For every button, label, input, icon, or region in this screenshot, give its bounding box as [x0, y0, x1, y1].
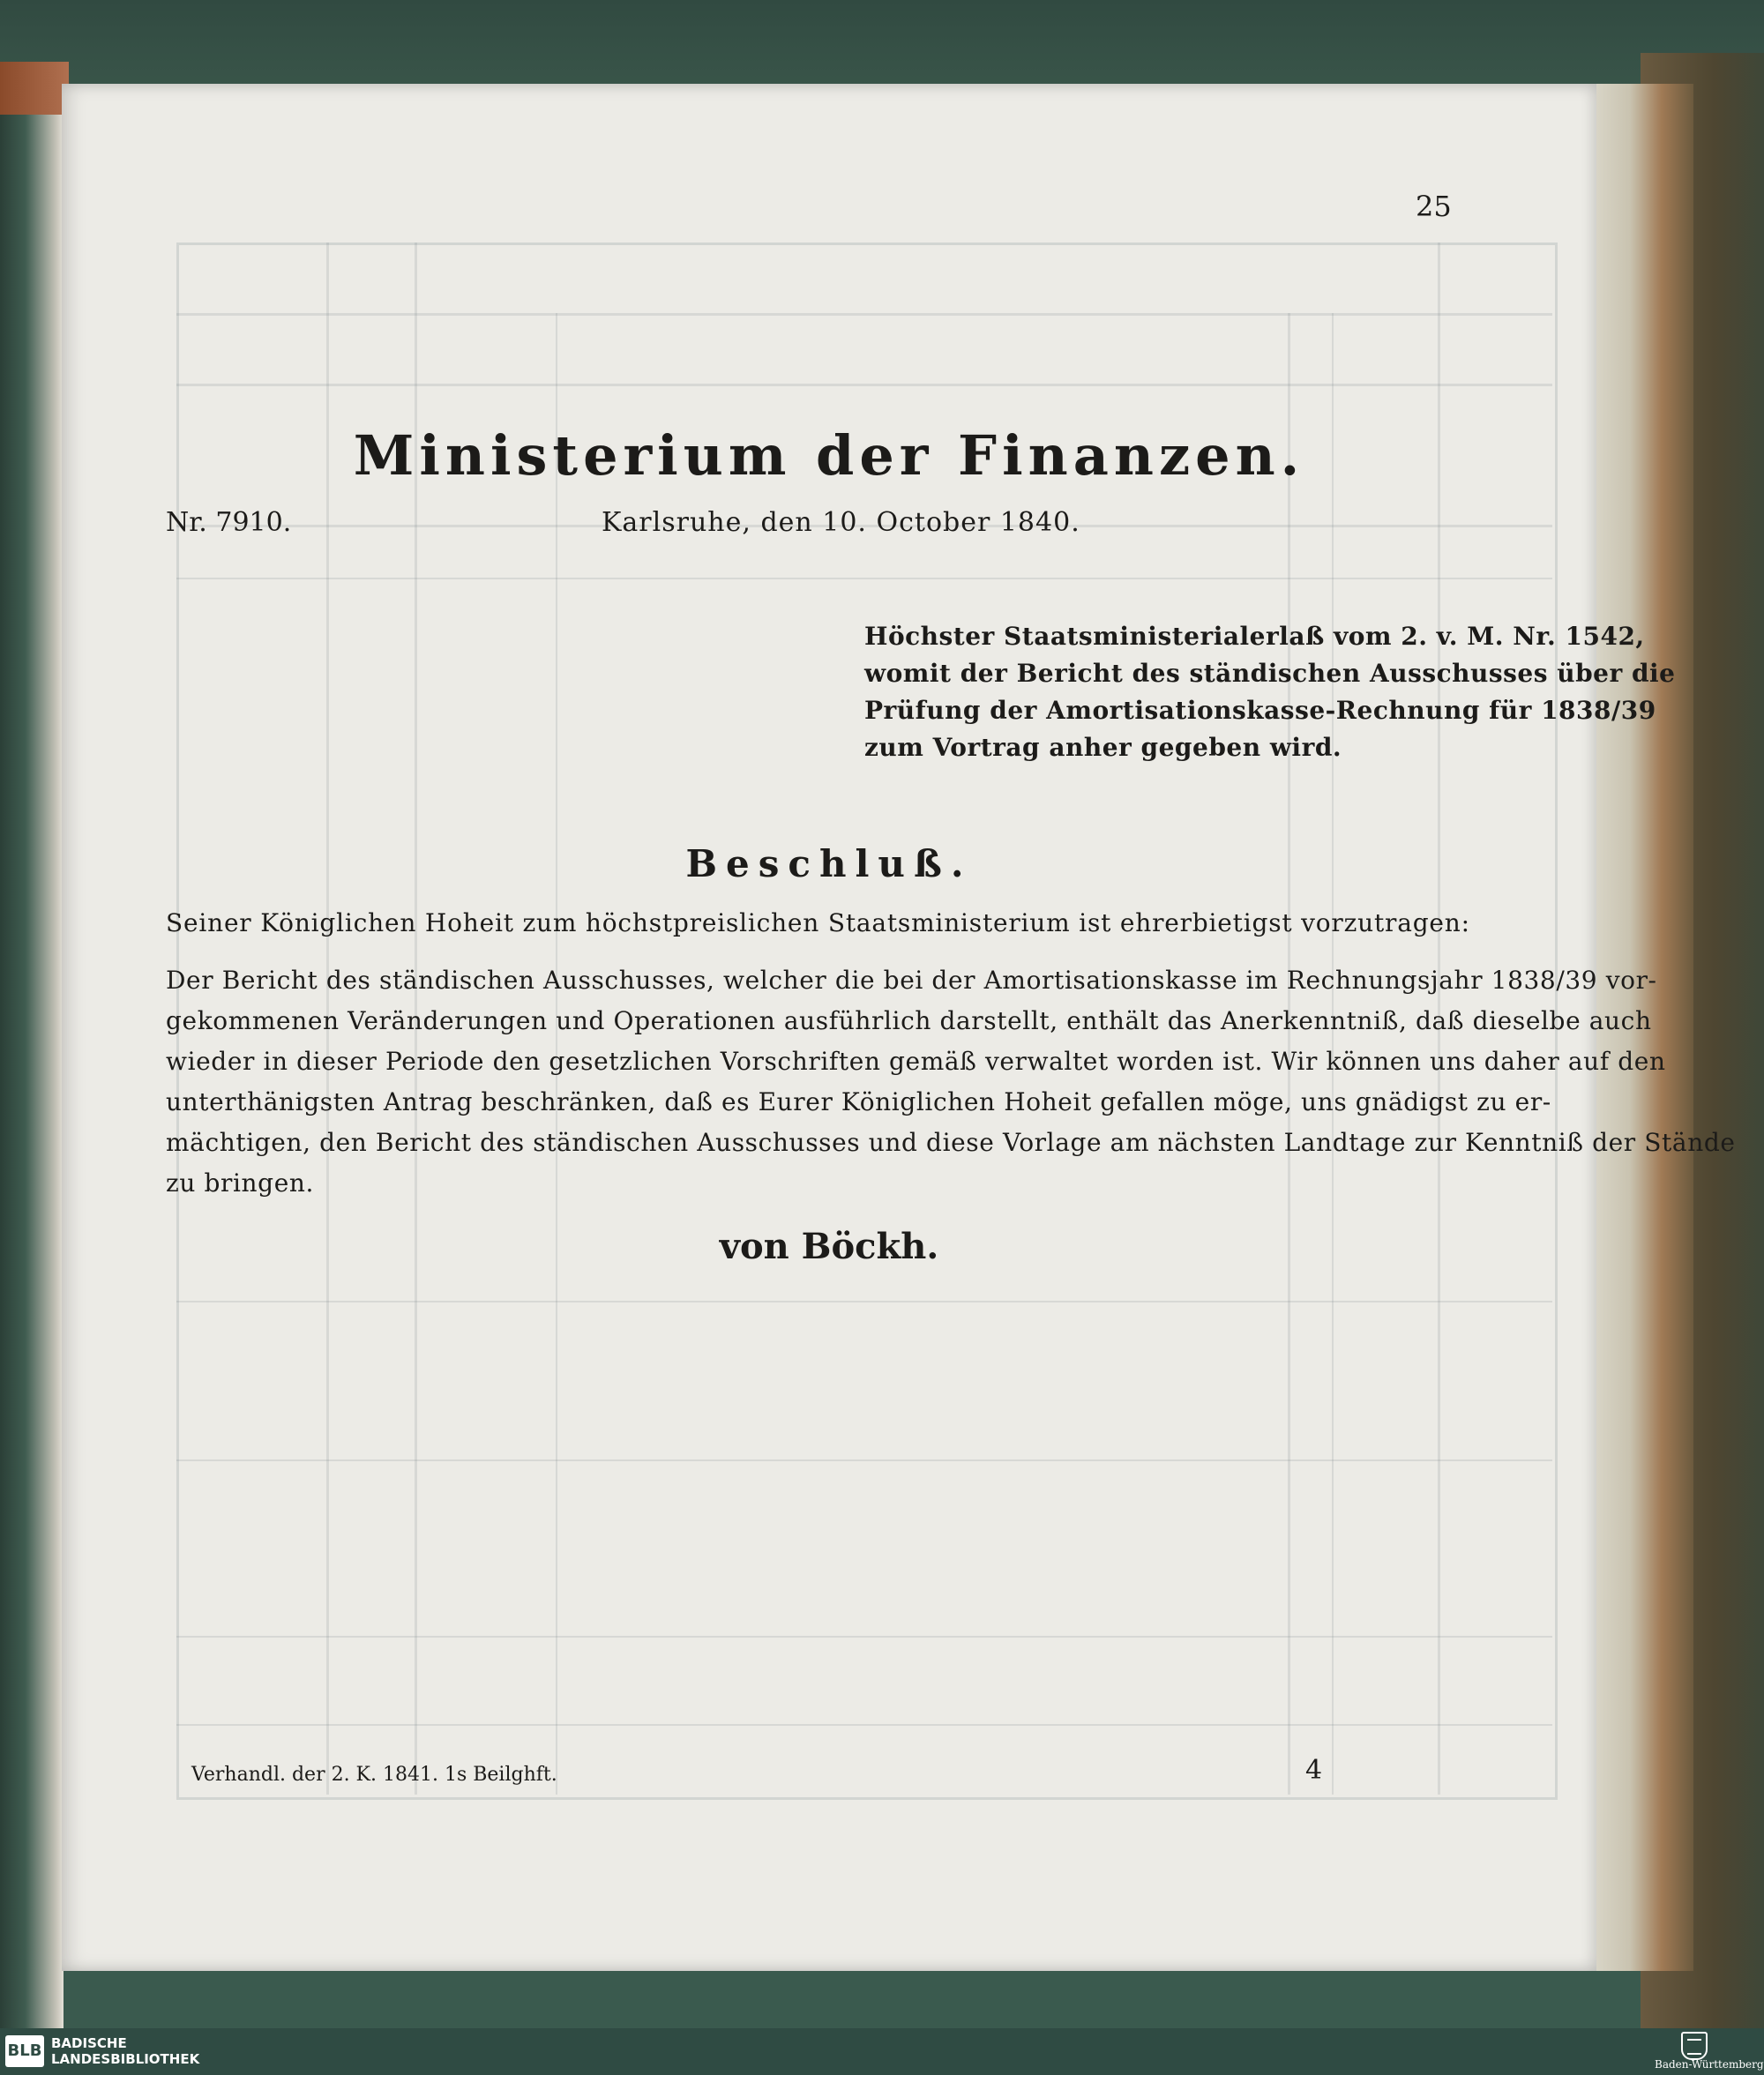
- page-number: 25: [1416, 190, 1452, 223]
- reference-line: womit der Bericht des ständischen Ausschusses über die: [864, 659, 1676, 688]
- body-line: mächtigen, den Bericht des ständischen Ausschusses und diese Vorlage am nächsten Landtage zur Kenntniß der Stände: [166, 1128, 1736, 1157]
- body-line: unterthänigsten Antrag beschränken, daß es Eurer Königlichen Hoheit gefallen möge, uns gnädigst zu er-: [166, 1087, 1551, 1116]
- body-line: Der Bericht des ständischen Ausschusses, welcher die bei der Amortisationskasse im Rechnungsjahr 1838/39 vor-: [166, 966, 1657, 995]
- crest-icon: [1681, 2032, 1708, 2060]
- signature-mark: 4: [1305, 1755, 1323, 1786]
- blb-logo[interactable]: BLB: [5, 2035, 44, 2067]
- body-line: gekommenen Veränderungen und Operationen ausführlich darstellt, enthält das Anerkenntniß, daß dieselbe auch: [166, 1006, 1652, 1035]
- place-date: Karlsruhe, den 10. October 1840.: [602, 507, 1080, 538]
- library-name-line: BADISCHE: [51, 2035, 127, 2051]
- state-label: Baden-Württemberg: [1655, 2058, 1764, 2071]
- book-cover-left: [0, 62, 64, 2028]
- library-name-line: LANDESBIBLIOTHEK: [51, 2051, 200, 2067]
- library-name: [51, 2035, 199, 2067]
- document-page: [62, 84, 1736, 1971]
- library-footer-bar: [0, 2028, 1764, 2075]
- page-title: Ministerium der Finanzen.: [353, 423, 1305, 488]
- signature: von Böckh.: [719, 1226, 939, 1267]
- reference-line: zum Vortrag anher gegeben wird.: [864, 733, 1342, 762]
- reference-line: Prüfung der Amortisationskasse-Rechnung für 1838/39: [864, 696, 1656, 725]
- body-line: zu bringen.: [166, 1168, 315, 1198]
- reference-line: Höchster Staatsministerialerlaß vom 2. v. M. Nr. 1542,: [864, 622, 1645, 651]
- leather-corner: [0, 62, 69, 115]
- footer-reference: Verhandl. der 2. K. 1841. 1s Beilghft.: [191, 1764, 557, 1786]
- bleed-through-rule: [176, 1724, 1552, 1726]
- bleed-through-rule: [176, 1301, 1552, 1302]
- section-heading: Beschluß.: [685, 842, 973, 885]
- book-top-edge: [0, 0, 1764, 97]
- document-number: Nr. 7910.: [166, 507, 292, 538]
- bleed-through-rule: [176, 313, 1552, 316]
- body-line: wieder in dieser Periode den gesetzlichen Vorschriften gemäß verwaltet worden ist. Wir können uns daher auf den: [166, 1047, 1666, 1076]
- bleed-through-rule: [176, 1636, 1552, 1638]
- bleed-through-rule: [176, 1459, 1552, 1461]
- bleed-through-rule: [176, 578, 1552, 579]
- bleed-through-rule: [176, 384, 1552, 386]
- address-line: Seiner Königlichen Hoheit zum höchstpreislichen Staatsministerium ist ehrerbietigst vorzutragen:: [166, 908, 1470, 937]
